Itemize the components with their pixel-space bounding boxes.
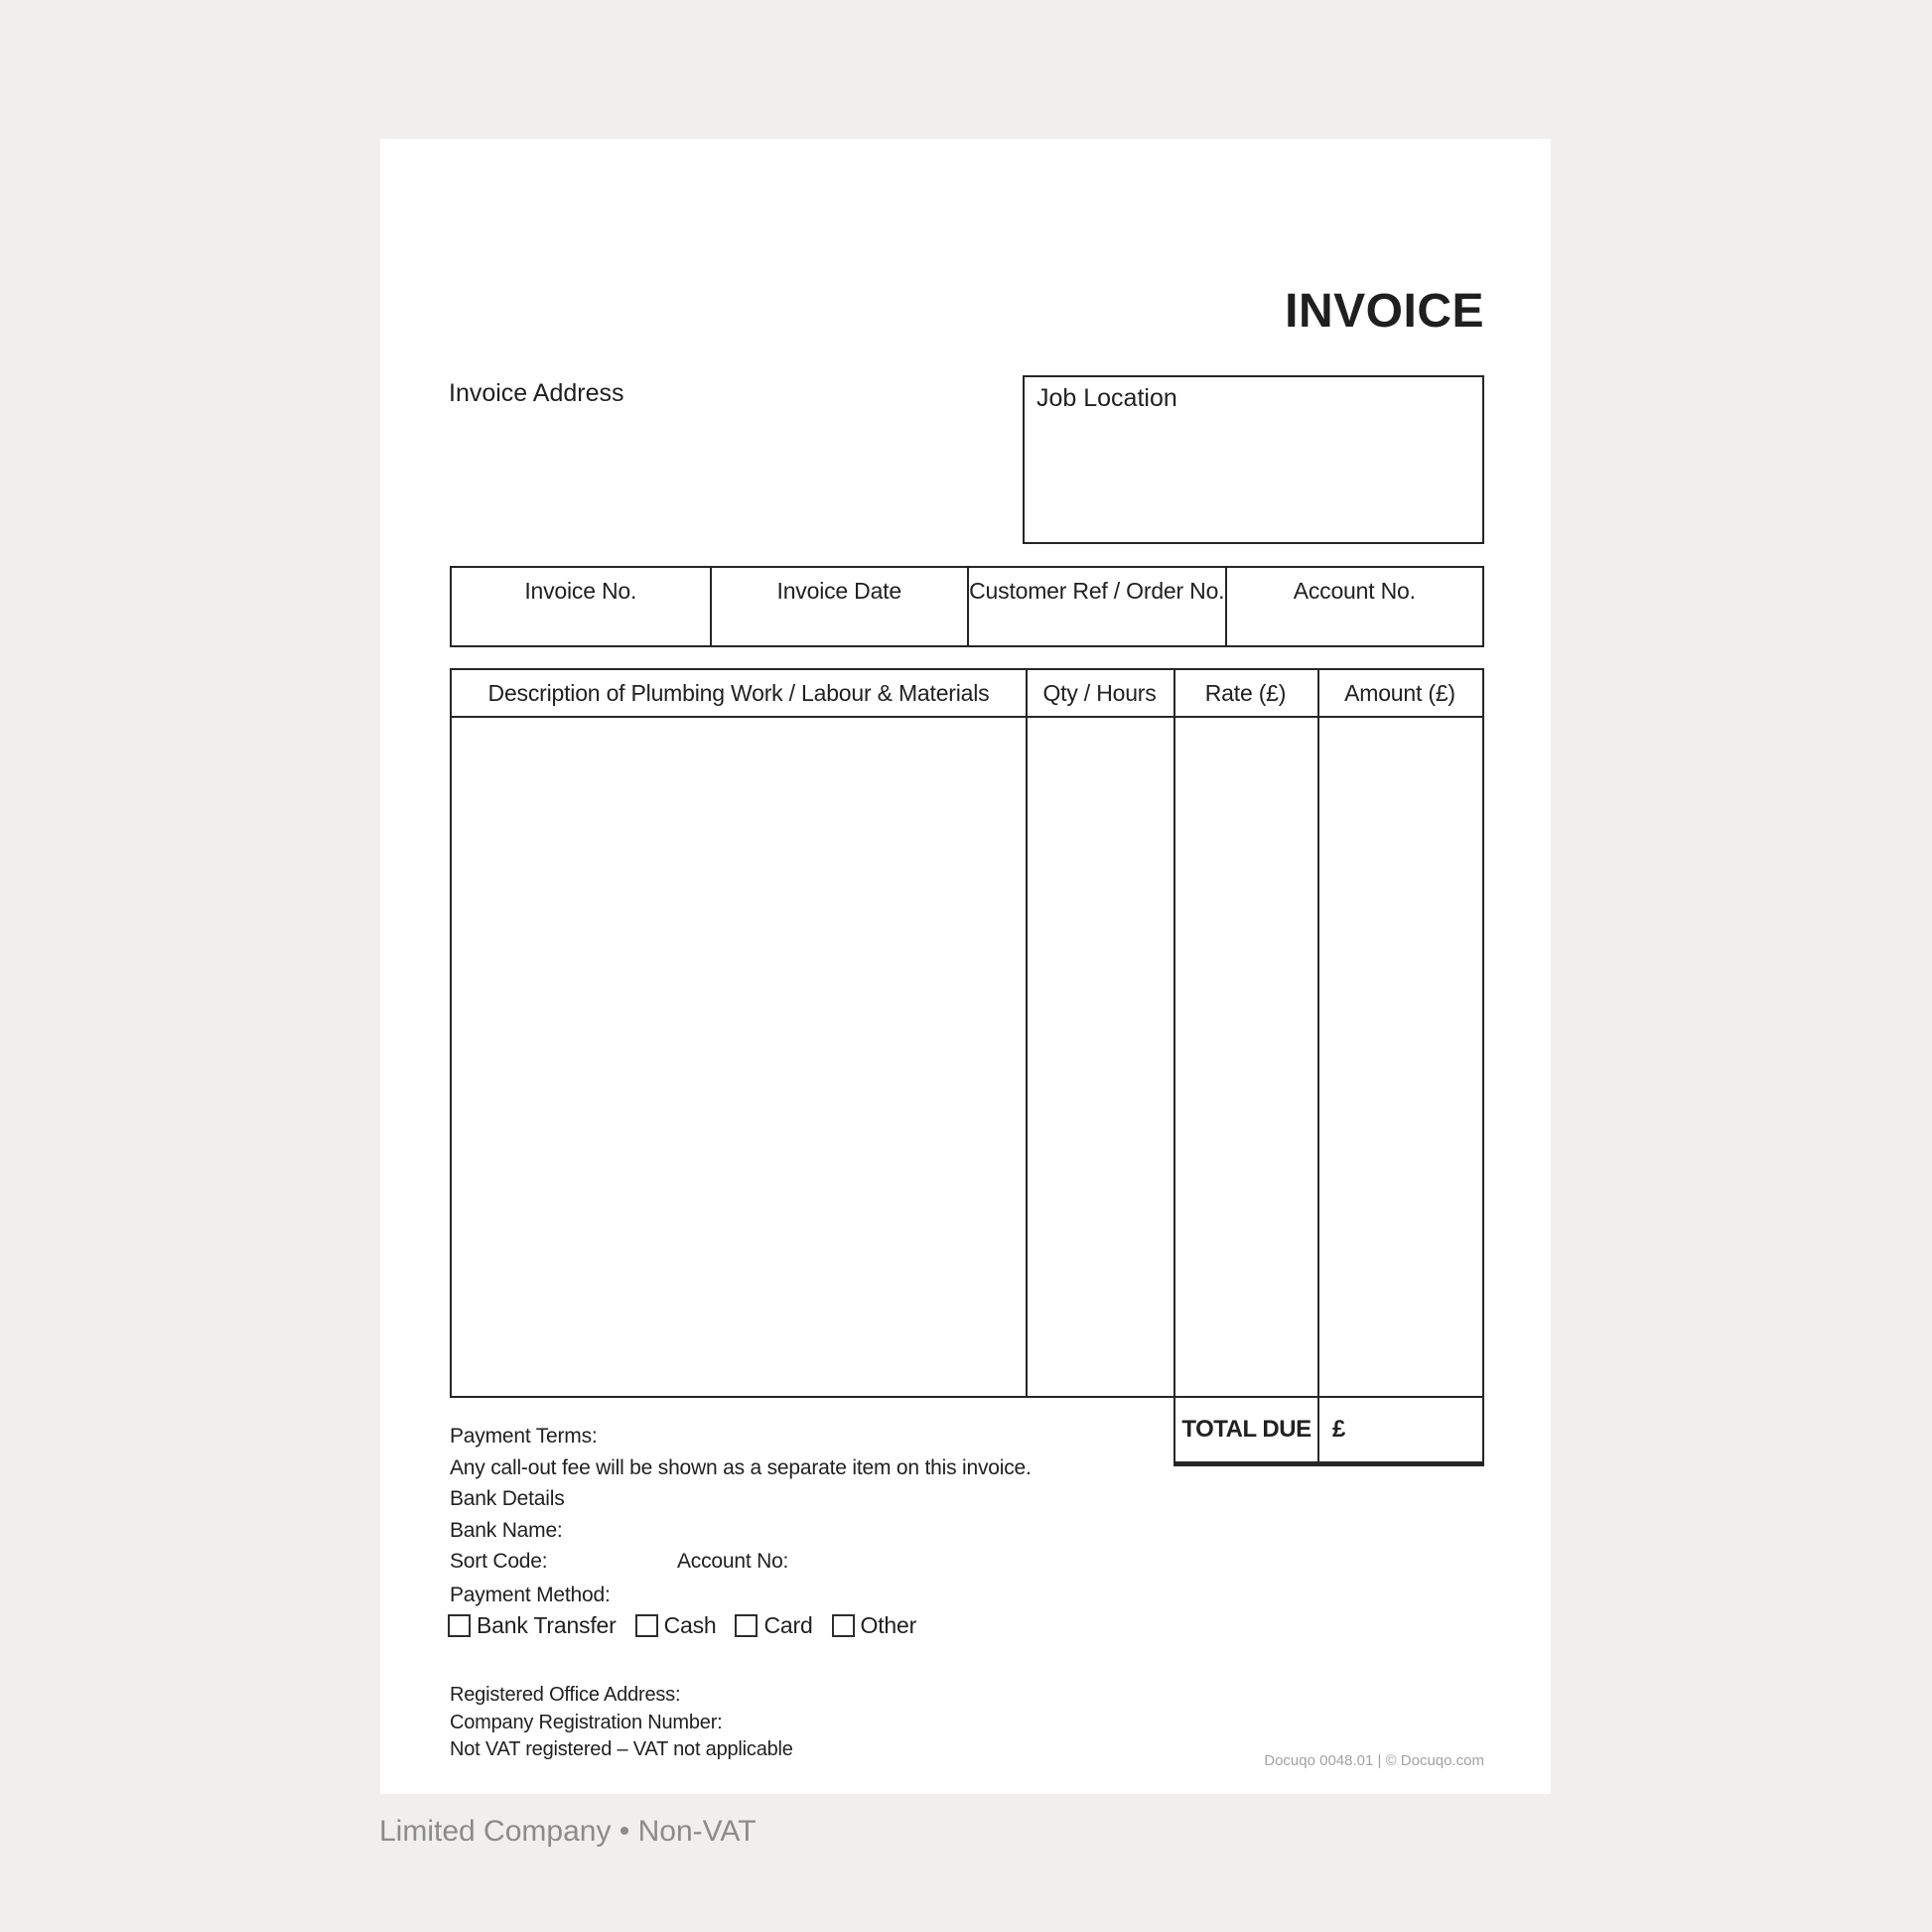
- column-divider: [1173, 670, 1175, 1396]
- payment-method-cash: [635, 1612, 717, 1639]
- registered-office-label: Registered Office Address:: [450, 1684, 681, 1706]
- checkbox-card[interactable]: [735, 1614, 758, 1637]
- invoice-no-field[interactable]: [452, 568, 710, 645]
- bank-name-label: Bank Name:: [450, 1519, 563, 1542]
- callout-fee-note: Any call-out fee will be shown as a separate item on this invoice.: [450, 1456, 1032, 1479]
- template-variant-caption: Limited Company • Non-VAT: [379, 1815, 757, 1848]
- description-column-header: Description of Plumbing Work / Labour & Materials: [487, 679, 990, 706]
- account-no-label: Account No:: [677, 1550, 789, 1573]
- invoice-date-label: Invoice Date: [776, 578, 901, 604]
- payment-method-options: [448, 1612, 916, 1639]
- other-label: Other: [860, 1612, 917, 1638]
- checkbox-bank-transfer[interactable]: [448, 1614, 471, 1637]
- invoice-info-table: [450, 566, 1484, 647]
- payment-terms-label: Payment Terms:: [450, 1425, 598, 1448]
- invoice-address-label: Invoice Address: [449, 379, 624, 407]
- invoice-date-field[interactable]: [710, 568, 968, 645]
- document-credit: Docuqo 0048.01 | © Docuqo.com: [1264, 1752, 1484, 1769]
- column-divider: [1026, 670, 1028, 1396]
- checkbox-other[interactable]: [832, 1614, 855, 1637]
- payment-method-bank-transfer: [448, 1612, 617, 1639]
- job-location-field[interactable]: [1023, 375, 1484, 544]
- customer-ref-label: Customer Ref / Order No.: [969, 578, 1225, 604]
- amount-column-header: Amount (£): [1344, 679, 1455, 706]
- account-no-field[interactable]: [1225, 568, 1483, 645]
- total-due-row: [1173, 1396, 1484, 1466]
- line-items-table[interactable]: [450, 668, 1484, 1398]
- payment-method-label: Payment Method:: [450, 1584, 611, 1606]
- job-location-label: Job Location: [1036, 384, 1177, 412]
- total-due-label: TOTAL DUE: [1175, 1398, 1319, 1461]
- payment-method-other: [832, 1612, 917, 1639]
- invoice-page: [380, 139, 1551, 1794]
- rate-column-header: Rate (£): [1204, 679, 1287, 706]
- card-label: Card: [763, 1612, 813, 1638]
- account-no-header-label: Account No.: [1293, 578, 1416, 604]
- vat-status-note: Not VAT registered – VAT not applicable: [450, 1738, 793, 1760]
- invoice-no-label: Invoice No.: [524, 578, 637, 604]
- qty-hours-column-header: Qty / Hours: [1042, 679, 1157, 706]
- column-divider: [1317, 670, 1319, 1396]
- company-registration-label: Company Registration Number:: [450, 1712, 723, 1733]
- payment-method-card: [735, 1612, 812, 1639]
- sort-code-label: Sort Code:: [450, 1550, 548, 1573]
- currency-symbol: £: [1332, 1416, 1346, 1443]
- total-due-amount-field[interactable]: [1319, 1398, 1482, 1461]
- customer-ref-field[interactable]: [967, 568, 1225, 645]
- line-items-header-row: [452, 670, 1482, 718]
- bank-transfer-label: Bank Transfer: [477, 1612, 617, 1638]
- cash-label: Cash: [663, 1612, 717, 1638]
- checkbox-cash[interactable]: [635, 1614, 658, 1637]
- invoice-title: INVOICE: [1285, 285, 1484, 338]
- bank-details-label: Bank Details: [450, 1487, 565, 1510]
